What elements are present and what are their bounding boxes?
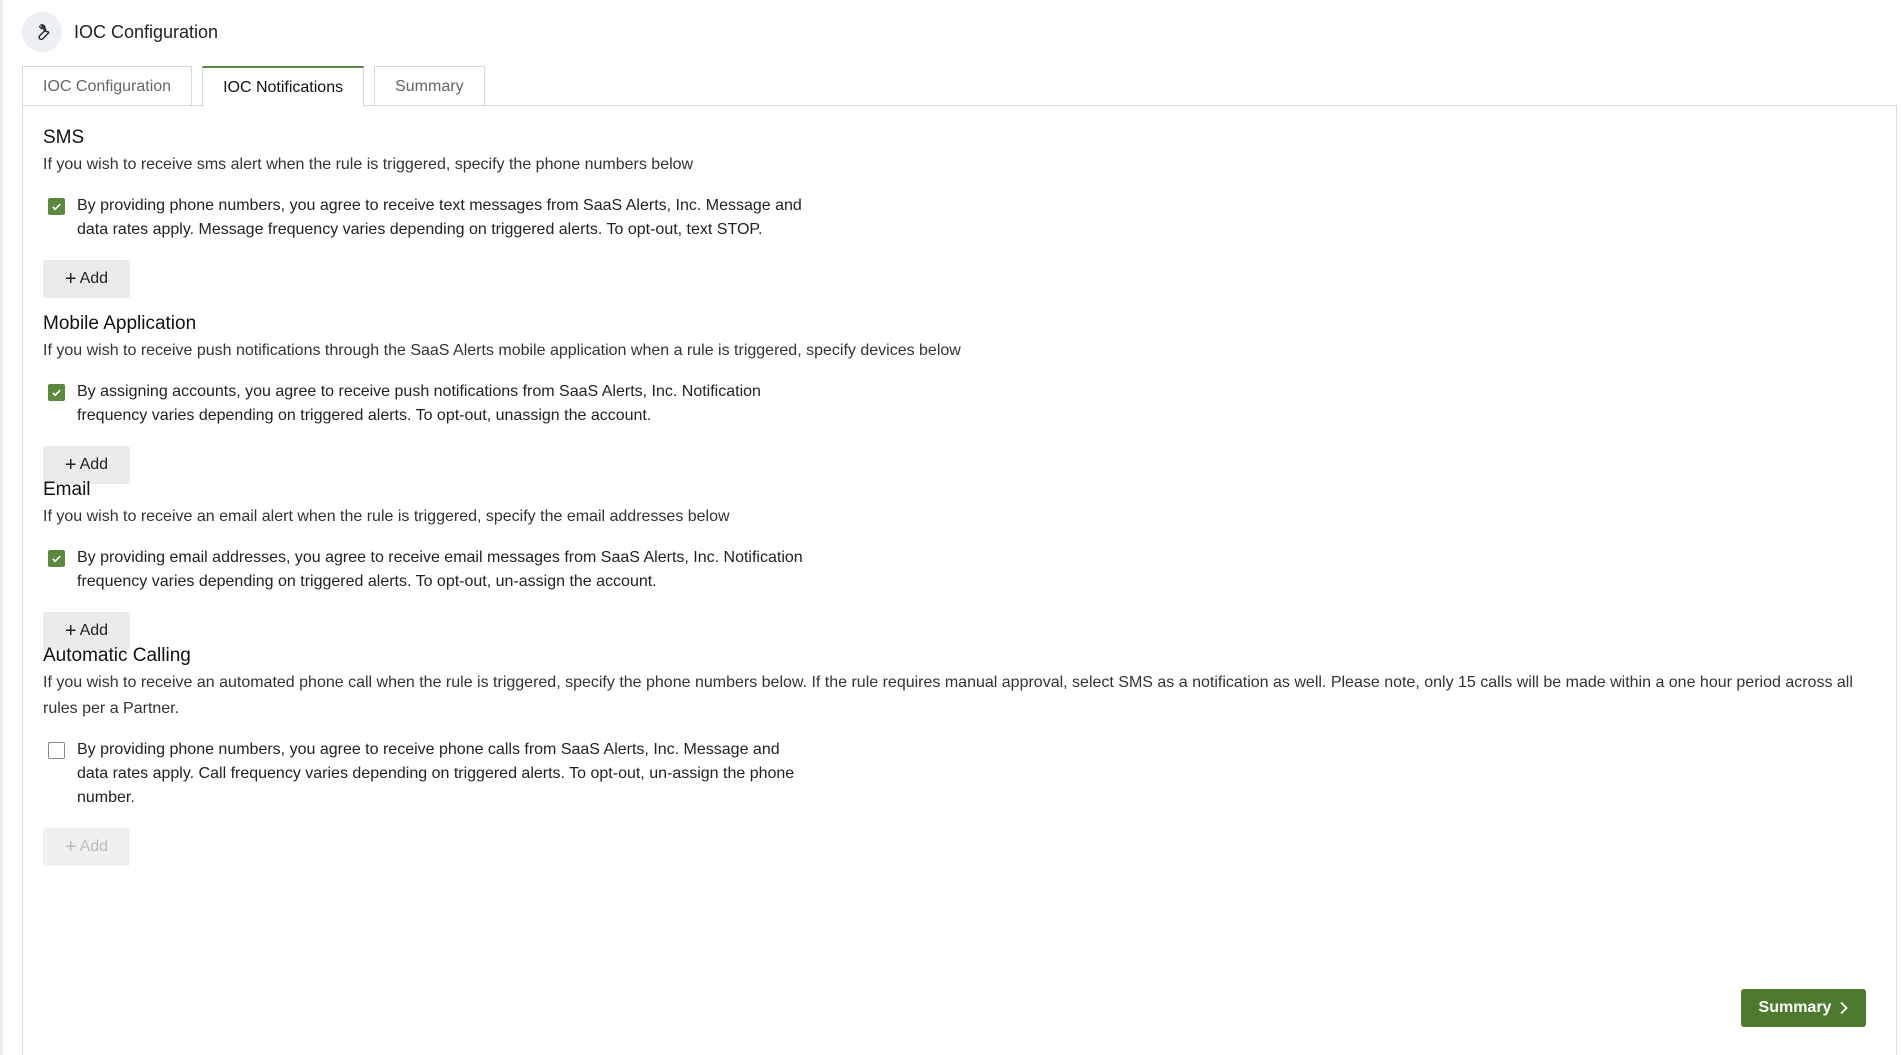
page-header	[22, 12, 218, 52]
plus-icon: +	[64, 620, 77, 642]
add-label: Add	[79, 838, 109, 855]
summary-next-button[interactable]	[1741, 989, 1866, 1027]
calling-add-button	[43, 828, 130, 866]
sms-consent	[43, 194, 803, 242]
left-border	[0, 0, 3, 1055]
sms-section	[43, 126, 803, 298]
mobile-consent-checkbox[interactable]	[48, 384, 65, 401]
tab-ioc-notifications[interactable]: IOC Notifications	[202, 66, 364, 107]
sms-consent-checkbox[interactable]	[48, 198, 65, 215]
plus-icon: +	[64, 836, 77, 858]
section-title: Automatic Calling	[43, 645, 191, 666]
add-label: Add	[79, 456, 109, 473]
email-section	[43, 478, 803, 650]
sms-add-button[interactable]	[43, 260, 130, 298]
plus-icon: +	[64, 268, 77, 290]
notifications-panel	[22, 105, 1897, 1055]
tab-summary[interactable]: Summary	[374, 66, 484, 106]
tab-ioc-configuration[interactable]: IOC Configuration	[22, 66, 192, 106]
consent-text: By assigning accounts, you agree to receive push notifications from SaaS Alerts, Inc. Notification frequency varies depending on triggered alerts. To opt-out, unassign the account.	[77, 383, 761, 424]
check-icon	[51, 201, 62, 212]
calling-consent	[43, 738, 803, 810]
calling-section	[43, 644, 1873, 866]
chevron-right-icon	[1839, 1001, 1848, 1015]
page-title: IOC Configuration	[74, 21, 219, 42]
check-icon	[51, 387, 62, 398]
add-label: Add	[79, 622, 109, 639]
check-icon	[51, 553, 62, 564]
section-description: If you wish to receive an automated phone call when the rule is triggered, specify the phone numbers below. If the rule requires manual approval, select SMS as a notification as well. Please note, only 15 calls will be made within a one hour period across all rules per a Partner.	[43, 674, 1853, 717]
tab-bar	[22, 66, 495, 106]
consent-text: By providing phone numbers, you agree to receive text messages from SaaS Alerts, Inc. Message and data rates apply. Message frequency varies depending on triggered alerts. To opt-out, text STOP.	[77, 197, 802, 238]
mobile-section	[43, 312, 961, 484]
plus-icon: +	[64, 454, 77, 476]
mobile-consent	[43, 380, 803, 428]
email-consent	[43, 546, 803, 594]
consent-text: By providing email addresses, you agree to receive email messages from SaaS Alerts, Inc. Notification frequency varies depending on triggered alerts. To opt-out, un-assign the account.	[77, 549, 803, 590]
consent-text: By providing phone numbers, you agree to receive phone calls from SaaS Alerts, Inc. Message and data rates apply. Call frequency varies depending on triggered alerts. To opt-out, un-assign the phone number.	[77, 741, 795, 806]
section-description: If you wish to receive sms alert when the rule is triggered, specify the phone numbers below	[43, 156, 694, 173]
section-title: Mobile Application	[43, 313, 197, 334]
section-description: If you wish to receive an email alert when the rule is triggered, specify the email addresses below	[43, 508, 730, 525]
wrench-icon	[22, 12, 62, 52]
email-consent-checkbox[interactable]	[48, 550, 65, 567]
section-title: Email	[43, 479, 91, 500]
section-description: If you wish to receive push notifications through the SaaS Alerts mobile application when a rule is triggered, specify devices below	[43, 342, 961, 359]
summary-label: Summary	[1758, 999, 1832, 1016]
calling-consent-checkbox[interactable]	[48, 742, 65, 759]
section-title: SMS	[43, 127, 85, 148]
add-label: Add	[79, 270, 109, 287]
